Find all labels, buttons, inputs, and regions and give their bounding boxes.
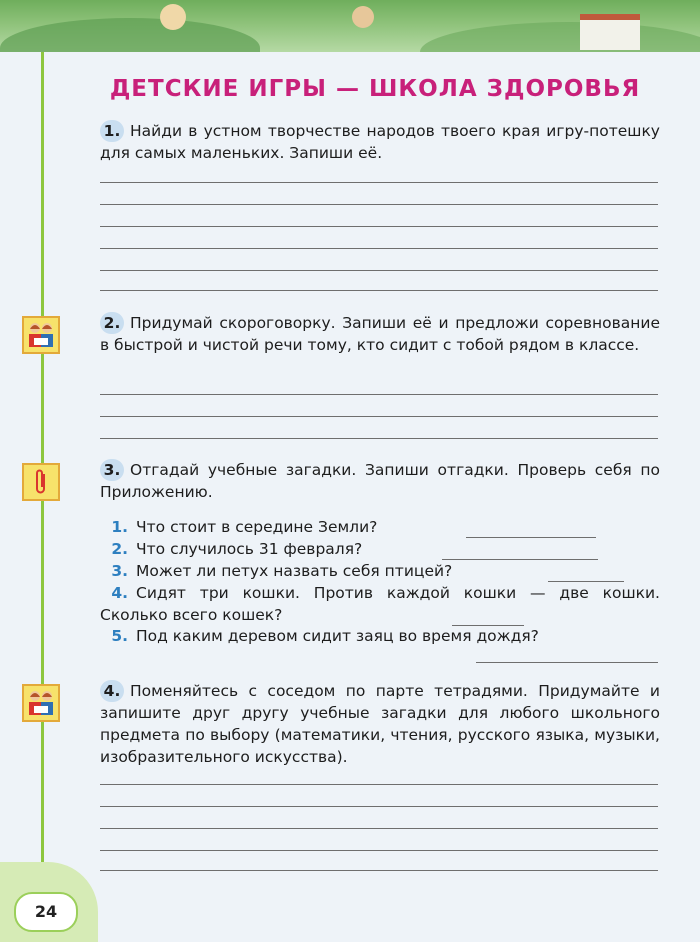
riddle-2-number: 2. xyxy=(111,540,128,558)
riddle-3-text: Может ли петух назвать себя птицей? xyxy=(136,562,453,580)
riddle-1-text: Что стоит в середине Земли? xyxy=(136,518,378,536)
riddle-3 xyxy=(100,560,660,582)
answer-line[interactable] xyxy=(100,204,658,205)
answer-line[interactable] xyxy=(100,850,658,851)
page-number: 24 xyxy=(14,892,78,932)
answer-line[interactable] xyxy=(100,248,658,249)
task-3 xyxy=(100,459,660,503)
answer-line[interactable] xyxy=(100,394,658,395)
riddle-3-number: 3. xyxy=(111,562,128,580)
task-2-number: 2. xyxy=(100,312,124,334)
answer-line[interactable] xyxy=(100,438,658,439)
answer-line[interactable] xyxy=(100,870,658,871)
task-4-text: Поменяйтесь с соседом по парте тетрадями. Придумайте и запишите друг другу учебные загадки для любого школьного предмета по выбору (математики, чтения, русского языка, музыки, изобразительного искусства). xyxy=(100,682,660,766)
page-title: ДЕТСКИЕ ИГРЫ — ШКОЛА ЗДОРОВЬЯ xyxy=(109,76,641,102)
task-4-number: 4. xyxy=(100,680,124,702)
header-illustration xyxy=(0,0,700,52)
riddle-1 xyxy=(100,516,660,538)
riddle-5-answer[interactable] xyxy=(476,662,658,663)
task-4 xyxy=(100,680,660,768)
task-1-number: 1. xyxy=(100,120,124,142)
task-1-text: Найди в устном творчестве народов твоего края игру-потешку для самых маленьких. Запиши её. xyxy=(100,122,660,162)
task-3-text: Отгадай учебные загадки. Запиши отгадки. Проверь себя по Приложению. xyxy=(100,461,660,501)
pair-work-icon-2 xyxy=(22,684,60,722)
answer-line[interactable] xyxy=(100,290,658,291)
riddle-5-text: Под каким деревом сидит заяц во время дождя? xyxy=(136,627,539,645)
task-1 xyxy=(100,120,660,164)
answer-line[interactable] xyxy=(100,416,658,417)
riddle-1-number: 1. xyxy=(111,518,128,536)
riddle-2-text: Что случилось 31 февраля? xyxy=(136,540,363,558)
task-2 xyxy=(100,312,660,356)
answer-line[interactable] xyxy=(100,828,658,829)
answer-line[interactable] xyxy=(100,226,658,227)
answer-line[interactable] xyxy=(100,270,658,271)
riddle-5 xyxy=(100,625,660,647)
answer-line[interactable] xyxy=(100,806,658,807)
answer-line[interactable] xyxy=(100,784,658,785)
riddle-2 xyxy=(100,538,660,560)
riddle-4 xyxy=(100,582,660,626)
task-3-number: 3. xyxy=(100,459,124,481)
answer-line[interactable] xyxy=(100,182,658,183)
pair-work-icon xyxy=(22,316,60,354)
paperclip-icon xyxy=(22,463,60,501)
riddle-4-text: Сидят три кошки. Против каждой кошки — две кошки. Сколько всего кошек? xyxy=(100,584,660,624)
task-2-text: Придумай скороговорку. Запиши её и предложи соревнование в быстрой и чистой речи тому, кто сидит с тобой рядом в классе. xyxy=(100,314,660,354)
riddle-5-number: 5. xyxy=(111,627,128,645)
riddle-4-number: 4. xyxy=(111,584,128,602)
